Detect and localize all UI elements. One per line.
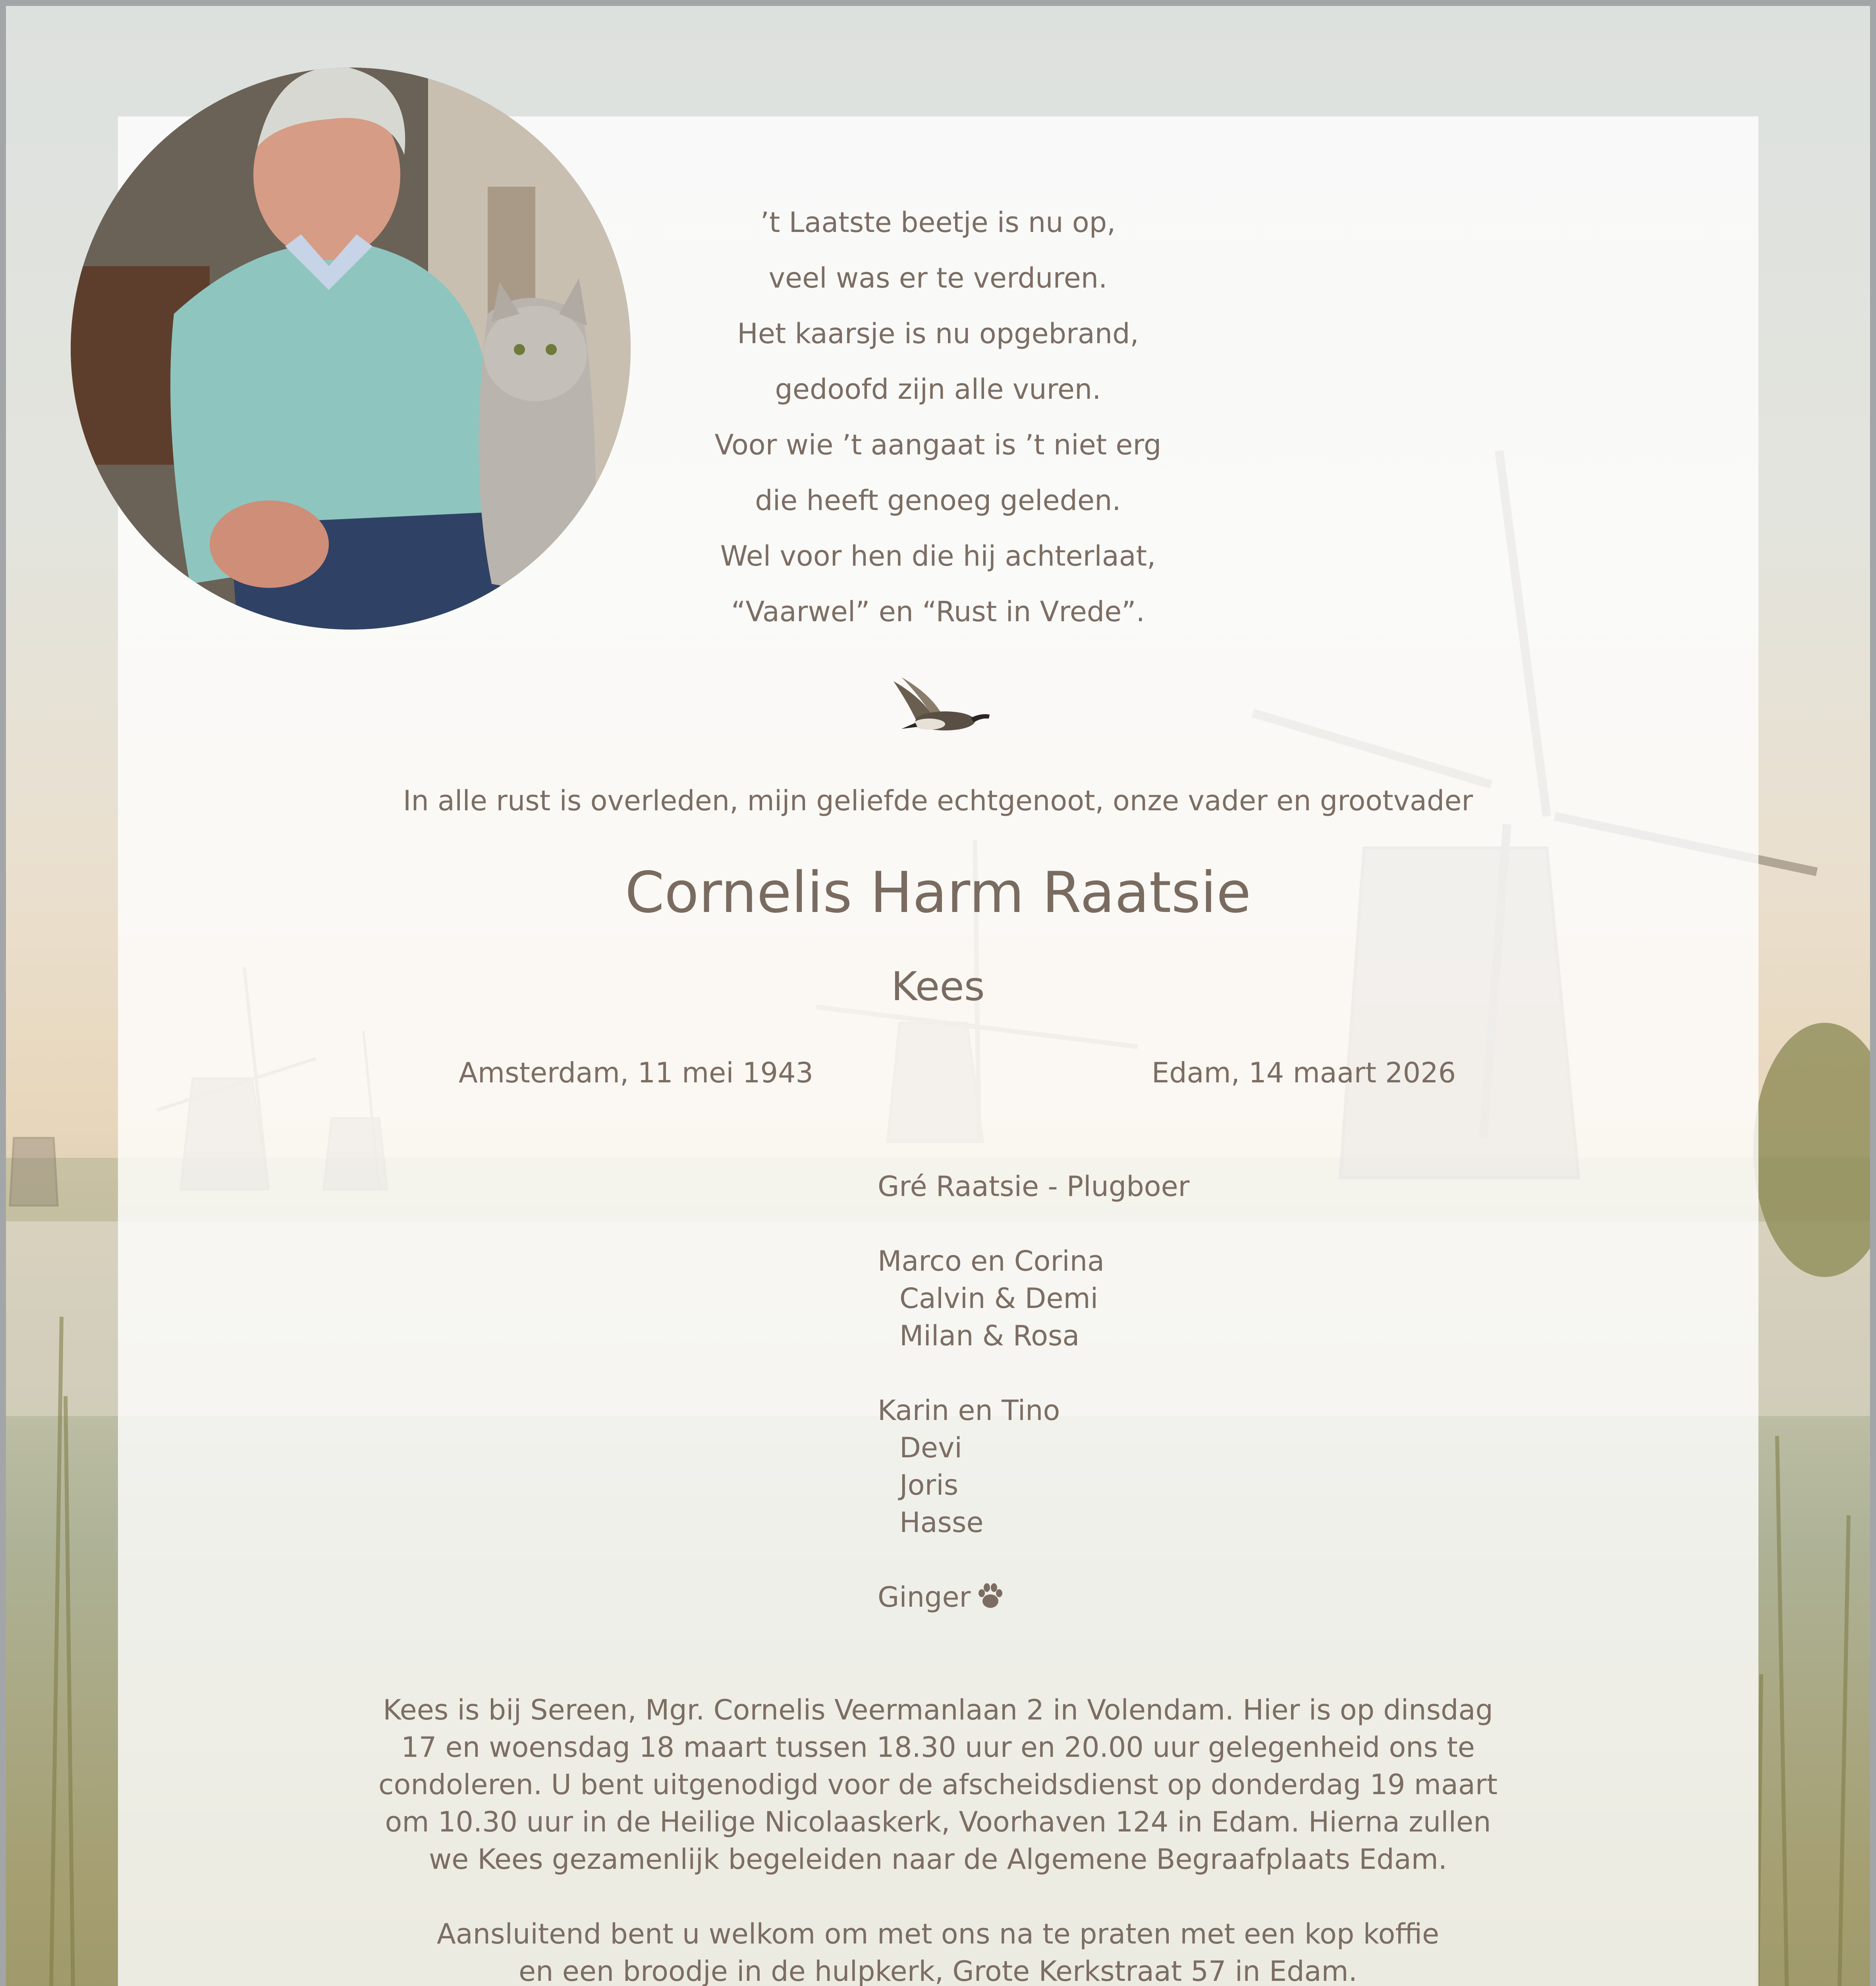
spouse: Gré Raatsie - Plugboer (878, 1170, 1190, 1203)
funeral-info (0, 1691, 1876, 1986)
info-line: Kees is bij Sereen, Mgr. Cornelis Veermanlaan 2 in Volendam. Hier is op dinsdag (383, 1694, 1493, 1726)
grandchild: Devi (899, 1432, 962, 1464)
grandchild: Calvin & Demi (899, 1282, 1098, 1315)
deceased-nickname: Kees (891, 963, 985, 1010)
family-list (878, 1168, 1189, 1616)
poem-line: Voor wie ’t aangaat is ’t niet erg (714, 429, 1162, 461)
grandchild: Milan & Rosa (899, 1319, 1080, 1352)
poem-line: gedoofd zijn alle vuren. (775, 373, 1101, 406)
intro-line: In alle rust is overleden, mijn geliefde echtgenoot, onze vader en grootvader (403, 784, 1473, 817)
death-date: Edam, 14 maart 2026 (1152, 1057, 1456, 1089)
child: Karin en Tino (878, 1394, 1060, 1427)
pet-name: Ginger (878, 1581, 971, 1613)
flying-goose-icon (886, 673, 993, 737)
info-line: we Kees gezamenlijk begeleiden naar de Algemene Begraafplaats Edam. (428, 1843, 1448, 1876)
poem-line: “Vaarwel” en “Rust in Vrede”. (731, 595, 1145, 628)
info-line: 17 en woensdag 18 maart tussen 18.30 uur en 20.00 uur gelegenheid ons te (401, 1731, 1475, 1764)
paw-print-icon (975, 1580, 1006, 1611)
info-line: condoleren. U bent uitgenodigd voor de afscheidsdienst op donderdag 19 maart (378, 1768, 1498, 1801)
pet-row (878, 1578, 1189, 1616)
info-line: om 10.30 uur in de Heilige Nicolaaskerk, Voorhaven 124 in Edam. Hierna zullen (385, 1806, 1491, 1838)
poem-line: die heeft genoeg geleden. (755, 484, 1121, 517)
deceased-name: Cornelis Harm Raatsie (625, 860, 1251, 925)
poem-line: veel was er te verduren. (768, 262, 1108, 294)
birth-date: Amsterdam, 11 mei 1943 (459, 1057, 814, 1089)
grandchild: Joris (899, 1469, 959, 1501)
info-line: en een broodje in de hulpkerk, Grote Kerkstraat 57 in Edam. (519, 1955, 1357, 1986)
child: Marco en Corina (878, 1245, 1104, 1277)
poem-line: ’t Laatste beetje is nu op, (760, 206, 1116, 239)
poem-line: Het kaarsje is nu opgebrand, (737, 317, 1139, 350)
poem (0, 195, 1876, 639)
info-line: Aansluitend bent u welkom om met ons na te praten met een kop koffie (436, 1918, 1440, 1950)
grandchild: Hasse (899, 1506, 984, 1539)
poem-line: Wel voor hen die hij achterlaat, (720, 540, 1156, 572)
